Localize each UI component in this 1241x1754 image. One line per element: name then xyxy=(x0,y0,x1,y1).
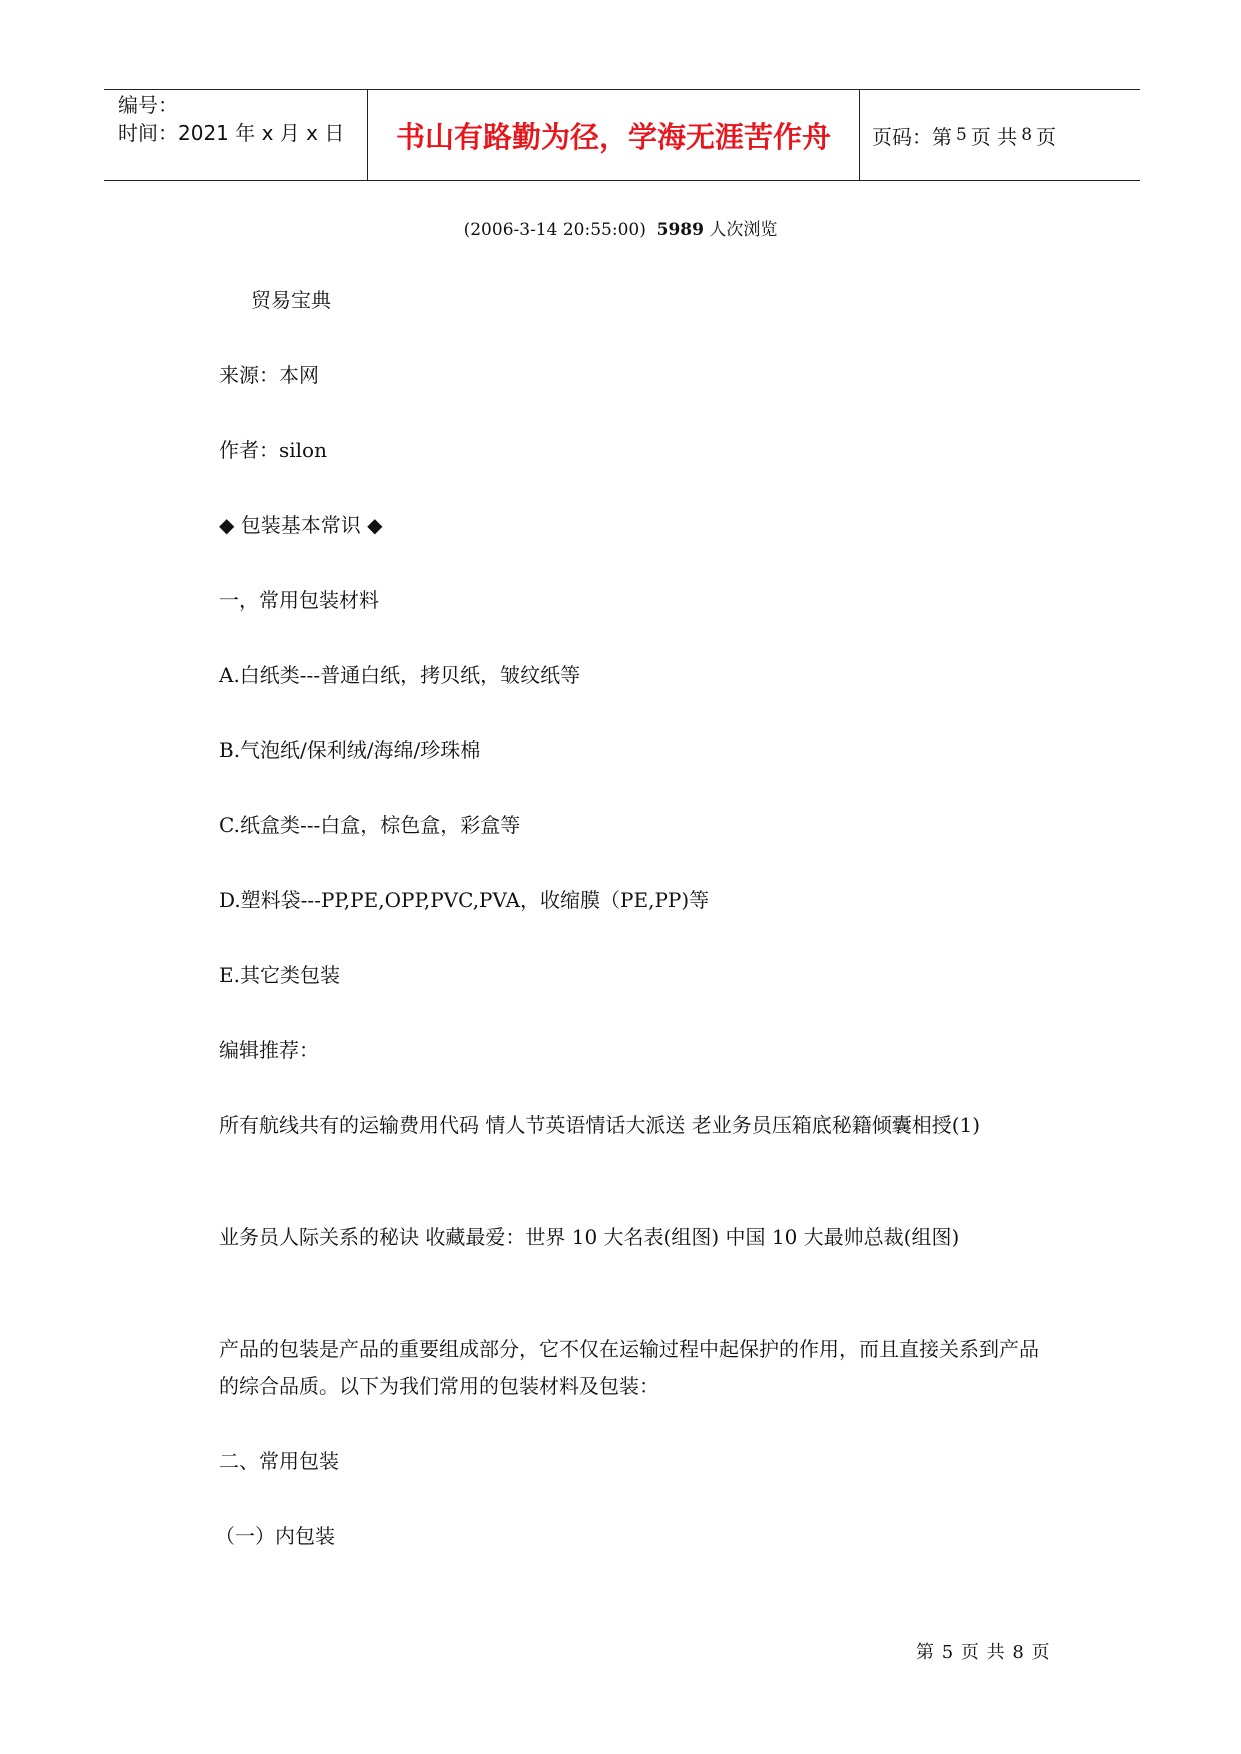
list-item-b: B.气泡纸/保利绒/海绵/珍珠棉 xyxy=(219,738,481,762)
list-item-c: C.纸盒类---白盒，棕色盒，彩盒等 xyxy=(219,813,521,837)
header-page-total: 8 xyxy=(1021,125,1033,145)
header-info-cell xyxy=(104,90,368,180)
page-footer: 第 5 页 共 8 页 xyxy=(916,1642,1051,1663)
article-view-suffix: 人次浏览 xyxy=(709,220,778,240)
recommend-links-1: 所有航线共有的运输费用代码 情人节英语情话大派送 老业务员压箱底秘籍倾囊相授(1) xyxy=(219,1113,981,1137)
header-number-label: 编号： xyxy=(118,93,178,117)
article-source: 来源：本网 xyxy=(219,363,319,387)
part2-heading: 二、常用包装 xyxy=(219,1449,339,1473)
article-author: 作者：silon xyxy=(219,438,327,462)
document-header xyxy=(104,89,1140,181)
article-meta xyxy=(0,215,1241,240)
sub1-heading: （一）内包装 xyxy=(215,1524,335,1548)
section-heading: ◆ 包装基本常识 ◆ xyxy=(219,513,383,537)
header-page-prefix: 页码：第 xyxy=(872,124,952,149)
part1-heading: 一，常用包装材料 xyxy=(219,588,379,612)
header-page-suffix: 页 xyxy=(1036,124,1057,149)
recommend-links-2: 业务员人际关系的秘诀 收藏最爱：世界 10 大名表(组图) 中国 10 大最帅总裁(组图) xyxy=(219,1225,960,1249)
header-motto: 书山有路勤为径，学海无涯苦作舟 xyxy=(368,90,860,180)
list-item-a: A.白纸类---普通白纸，拷贝纸，皱纹纸等 xyxy=(219,663,581,687)
list-item-e: E.其它类包装 xyxy=(219,963,340,987)
header-page-indicator xyxy=(860,90,1140,180)
header-time-label: 时间：2021 年 x 月 x 日 xyxy=(118,121,345,145)
article-title: 贸易宝典 xyxy=(251,288,331,312)
editor-recommend-label: 编辑推荐： xyxy=(219,1038,319,1062)
header-page-current: 5 xyxy=(956,125,967,145)
list-item-d: D.塑料袋---PP,PE,OPP,PVC,PVA，收缩膜（PE,PP)等 xyxy=(219,888,710,912)
article-view-count: 5989 xyxy=(656,220,704,240)
header-page-middle: 页 共 xyxy=(970,124,1018,149)
intro-paragraph: 产品的包装是产品的重要组成部分，它不仅在运输过程中起保护的作用，而且直接关系到产品的综合品质。以下为我们常用的包装材料及包装： xyxy=(219,1337,1039,1398)
article-datetime: (2006-3-14 20:55:00) xyxy=(463,220,646,240)
